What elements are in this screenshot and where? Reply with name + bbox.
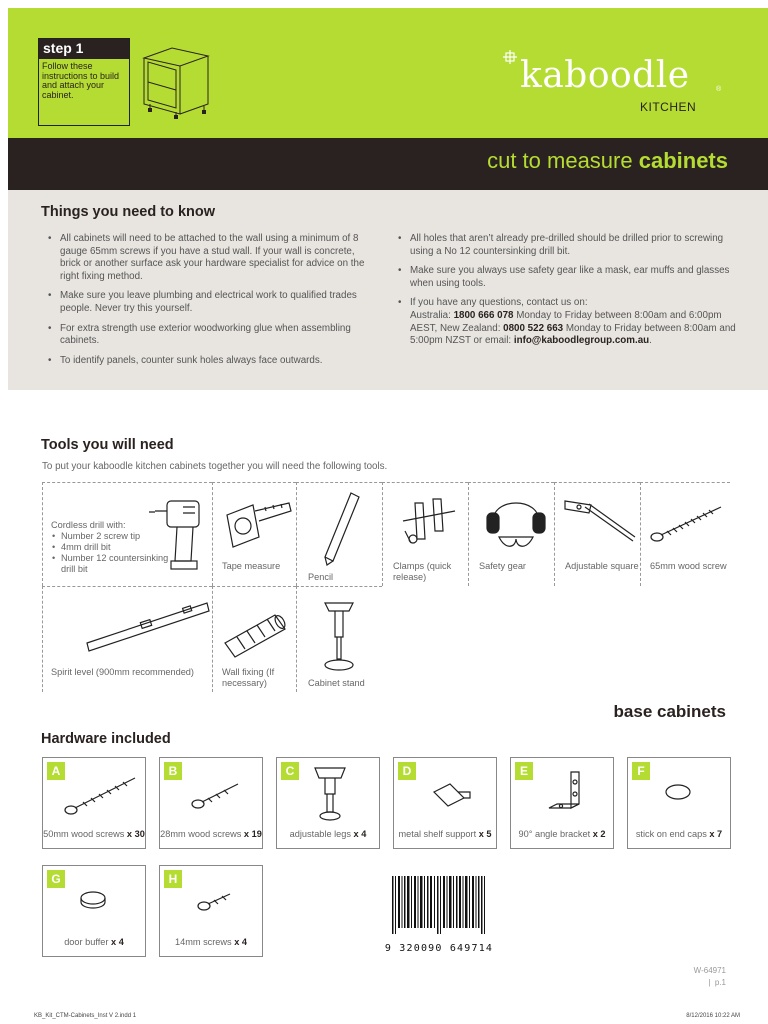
stand-label: Cabinet stand xyxy=(308,678,365,688)
tape-label: Tape measure xyxy=(222,561,281,571)
brand-logo: kaboodle xyxy=(520,55,690,96)
drill-title: Cordless drill with: xyxy=(51,520,126,530)
door-buffer-icon xyxy=(63,872,143,930)
hardware-letter: G xyxy=(47,870,65,888)
know-item: • For extra strength use exterior woodworking glue when assembling cabinets. xyxy=(42,323,372,348)
cabinet-stand-icon xyxy=(319,597,359,675)
tools-subtitle: To put your kaboodle kitchen cabinets together you will need the following tools. xyxy=(42,461,388,472)
know-right-column xyxy=(392,233,742,355)
tool-tape xyxy=(212,482,296,586)
hardware-label: door buffer x 4 xyxy=(64,937,124,947)
drill-item: • Number 2 screw tip xyxy=(51,531,171,542)
section-title: base cabinets xyxy=(613,702,726,721)
hardware-item-d xyxy=(393,757,497,849)
page-number: | p.1 xyxy=(708,978,726,987)
document-title xyxy=(8,148,728,174)
hardware-heading: Hardware included xyxy=(41,731,171,747)
shelf-support-icon xyxy=(414,764,494,822)
know-contact: • If you have any questions, contact us on: Australia: 1800 666 078 Monday to Friday between 8:00am and 6:00pm AEST, New Zealand: 0800 522 663 Monday to Friday between 8:00am and 5:00pm NZST or email: info@kaboodlegroup.com.au. xyxy=(392,297,742,347)
hardware-label: 50mm wood screws x 30 xyxy=(43,829,145,839)
wallfix-label: Wall fixing (If necessary) xyxy=(222,667,275,688)
page-code: W-64971 xyxy=(693,966,726,975)
square-label: Adjustable square xyxy=(565,561,639,571)
clamps-label: Clamps (quick release) xyxy=(393,561,452,582)
hardware-label: 14mm screws x 4 xyxy=(174,937,247,947)
tool-pencil xyxy=(296,482,382,586)
drill-item: • Number 12 countersinking drill bit xyxy=(51,553,171,575)
small-screw-icon xyxy=(180,872,260,930)
hardware-letter: E xyxy=(515,762,533,780)
tools-heading: Tools you will need xyxy=(41,437,174,453)
cabinet-illustration xyxy=(138,44,212,120)
contact-email: info@kaboodlegroup.com.au xyxy=(513,335,650,347)
hardware-letter: H xyxy=(164,870,182,888)
new-zealand-phone: 0800 522 663 xyxy=(503,322,564,334)
spirit-level-icon xyxy=(83,597,213,657)
know-item: • To identify panels, counter sunk holes always face outwards. xyxy=(42,355,372,368)
hardware-item-a xyxy=(42,757,146,849)
hardware-item-f xyxy=(627,757,731,849)
tool-stand xyxy=(296,586,382,692)
tape-measure-icon xyxy=(219,493,293,553)
barcode-digits: 9 320090 649714 xyxy=(384,943,494,954)
know-heading: Things you need to know xyxy=(41,204,215,220)
drill-icon xyxy=(147,491,207,571)
pencil-icon xyxy=(317,491,367,567)
hardware-letter: A xyxy=(47,762,65,780)
safety-label: Safety gear xyxy=(479,561,526,571)
brand-subtitle: KITCHEN xyxy=(640,100,697,114)
hardware-label: adjustable legs x 4 xyxy=(289,829,367,839)
angle-bracket-icon xyxy=(531,764,611,822)
title-light: cut to measure xyxy=(487,148,633,173)
adjustable-leg-icon xyxy=(297,764,377,822)
hardware-label: 28mm wood screws x 19 xyxy=(160,829,262,839)
know-item: • All cabinets will need to be attached to the wall using a minimum of 8 gauge 65mm screws if you have a stud wall. If your wall is concrete, brick or another surface ask your hardware specialist for advice on the right fixing method. xyxy=(42,233,372,283)
hardware-item-e xyxy=(510,757,614,849)
hardware-item-g xyxy=(42,865,146,957)
short-wood-screw-icon xyxy=(180,764,260,822)
wood-screw-icon xyxy=(649,501,725,545)
australia-phone: 1800 666 078 xyxy=(453,309,514,321)
tool-square xyxy=(554,482,640,586)
hardware-letter: B xyxy=(164,762,182,780)
tool-wallfix xyxy=(212,586,296,692)
safety-gear-icon xyxy=(481,491,551,553)
know-left-column xyxy=(42,233,372,374)
footer-filename: KB_Kit_CTM-Cabinets_Inst V 2.indd 1 xyxy=(34,1013,137,1019)
hardware-label: 90° angle bracket x 2 xyxy=(518,829,606,839)
hardware-letter: C xyxy=(281,762,299,780)
barcode-icon xyxy=(386,876,492,942)
know-item: • Make sure you always use safety gear like a mask, ear muffs and glasses when using tools. xyxy=(392,265,742,290)
wall-plug-icon xyxy=(219,603,293,659)
screw-label: 65mm wood screw xyxy=(650,561,727,571)
hardware-item-b xyxy=(159,757,263,849)
title-bold: cabinets xyxy=(638,148,728,173)
know-item: • All holes that aren’t already pre-drilled should be drilled prior to screwing using a No 12 countersinking drill bit. xyxy=(392,233,742,258)
brand-registered-mark: ® xyxy=(716,86,722,93)
hardware-letter: D xyxy=(398,762,416,780)
step-text: Follow these instructions to build and attach your cabinet. xyxy=(42,61,120,100)
brand-mark-icon xyxy=(502,49,518,65)
footer-date: 8/12/2016 10:22 AM xyxy=(686,1013,740,1019)
end-cap-icon xyxy=(648,764,728,822)
tool-level xyxy=(42,586,212,692)
drill-item: • 4mm drill bit xyxy=(51,542,171,553)
hardware-label: metal shelf support x 5 xyxy=(398,829,492,839)
hardware-letter: F xyxy=(632,762,650,780)
tool-clamps xyxy=(382,482,468,586)
hardware-label: stick on end caps x 7 xyxy=(635,829,723,839)
know-item: • Make sure you leave plumbing and electrical work to qualified trades people. Never try this yourself. xyxy=(42,290,372,315)
hardware-item-c xyxy=(276,757,380,849)
tool-drill xyxy=(42,482,212,586)
tool-safety xyxy=(468,482,554,586)
tool-screw xyxy=(640,482,730,586)
step-title: step 1 xyxy=(39,39,129,59)
clamp-icon xyxy=(395,491,461,549)
long-wood-screw-icon xyxy=(63,764,143,822)
hardware-item-h xyxy=(159,865,263,957)
pencil-label: Pencil xyxy=(308,572,334,582)
adjustable-square-icon xyxy=(561,495,637,547)
level-label: Spirit level (900mm recommended) xyxy=(51,667,194,677)
